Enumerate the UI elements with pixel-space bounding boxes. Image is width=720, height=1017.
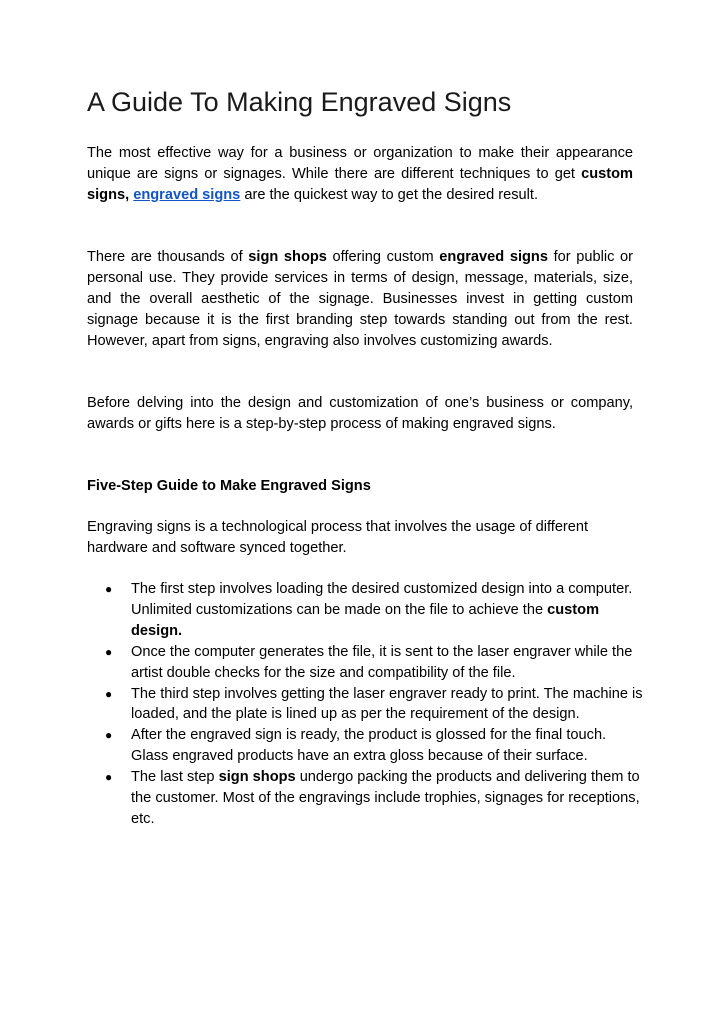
list-item	[87, 725, 647, 767]
list-item-text: The last step	[131, 769, 219, 786]
paragraph-text: There are thousands of	[87, 249, 249, 265]
engraved-signs-bold: engraved signs	[439, 249, 548, 265]
bullet-icon: ●	[105, 770, 113, 785]
list-item-text: undergo packing the products and delivering them to the customer. Most of the engravings include trophies, signages for receptions, etc.	[131, 769, 640, 827]
technology-paragraph: Engraving signs is a technological process that involves the usage of different hardware and software synced together.	[87, 519, 589, 556]
list-item	[87, 684, 647, 726]
list-item	[87, 642, 647, 684]
engraved-signs-link[interactable]: engraved signs	[133, 186, 241, 203]
list-item-text: After the engraved sign is ready, the product is glossed for the final touch. Glass engraved products have an extra gloss because of their surface.	[131, 727, 607, 765]
list-item	[87, 579, 647, 642]
list-item-text: The first step involves loading the desired customized design into a computer. Unlimited customizations can be made on the file to achieve the	[131, 581, 633, 618]
list-item-text: Once the computer generates the file, it is sent to the laser engraver while the artist double checks for the size and compatibility of the file.	[131, 643, 633, 681]
process-intro-paragraph: Before delving into the design and customization of one’s business or company, awards or gifts here is a step-by-step process of making engraved signs.	[87, 395, 633, 432]
intro-paragraph	[87, 143, 633, 206]
page-title: A Guide To Making Engraved Signs	[87, 87, 512, 117]
steps-list	[87, 579, 647, 830]
sign-shops-bold: sign shops	[218, 769, 296, 786]
intro-text: The most effective way for a business or organization to make their appearance unique are signs or signages. While there are different techniques to get	[87, 145, 633, 182]
sign-shops-paragraph	[87, 247, 633, 352]
intro-text-end: are the quickest way to get the desired result.	[240, 186, 539, 203]
paragraph-text: for public or personal use. They provide services in terms of design, message, materials, size, and the overall aesthetic of the signage. Businesses invest in getting custom signage because it is the first branding step towards standing out from the rest. However, apart from signs, engraving also involves customizing awards.	[87, 249, 634, 349]
custom-design-bold: custom design.	[131, 601, 600, 639]
bullet-icon: ●	[105, 686, 113, 701]
bullet-icon: ●	[105, 728, 113, 743]
bullet-icon: ●	[105, 582, 113, 596]
list-item	[87, 767, 647, 830]
bullet-icon: ●	[105, 644, 113, 659]
custom-signs-bold: custom signs,	[87, 165, 633, 203]
paragraph-text: offering custom	[326, 249, 440, 265]
list-item-text: The third step involves getting the laser engraver ready to print. The machine is loaded, and the plate is lined up as per the requirement of the design.	[131, 685, 643, 723]
section-heading: Five-Step Guide to Make Engraved Signs	[87, 478, 371, 494]
sign-shops-bold: sign shops	[248, 249, 327, 265]
